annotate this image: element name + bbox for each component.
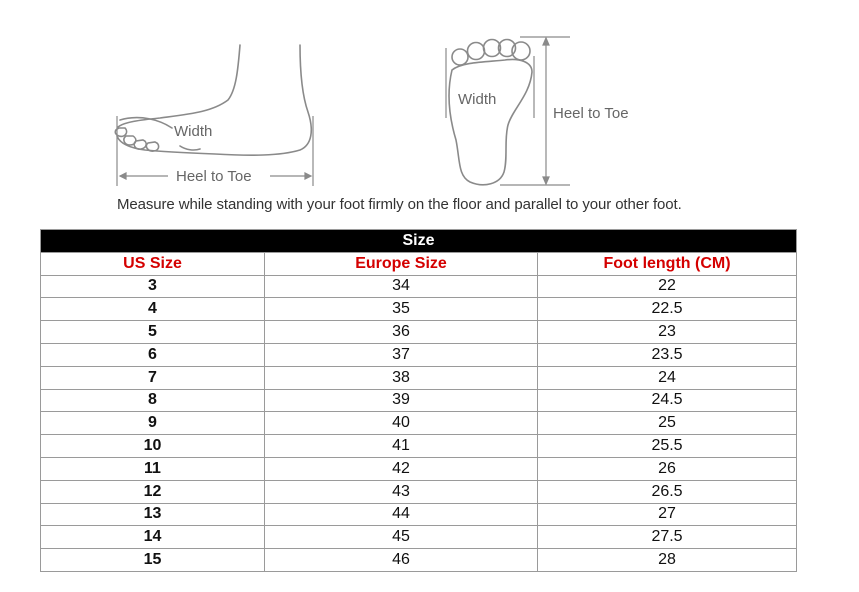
foot-length-cell: 24 [538, 366, 797, 389]
table-row [41, 526, 797, 549]
us-size-cell: 12 [41, 480, 265, 503]
us-size-cell: 7 [41, 366, 265, 389]
europe-size-cell: 44 [265, 503, 538, 526]
europe-size-cell: 41 [265, 435, 538, 458]
us-size-cell: 15 [41, 549, 265, 572]
foot-length-cell: 24.5 [538, 389, 797, 412]
foot-length-cell: 23.5 [538, 343, 797, 366]
table-row [41, 321, 797, 344]
europe-size-cell: 46 [265, 549, 538, 572]
size-chart-table [40, 229, 797, 572]
sole-width-label: Width [458, 91, 497, 108]
us-size-cell: 6 [41, 343, 265, 366]
foot-measurement-illustration [0, 0, 859, 226]
us-size-cell: 9 [41, 412, 265, 435]
table-row [41, 343, 797, 366]
table-row [41, 275, 797, 298]
foot-length-cell: 22.5 [538, 298, 797, 321]
foot-length-cell: 23 [538, 321, 797, 344]
foot-length-cell: 27.5 [538, 526, 797, 549]
us-size-cell: 8 [41, 389, 265, 412]
side-view-foot [115, 45, 311, 155]
europe-size-cell: 35 [265, 298, 538, 321]
europe-size-cell: 34 [265, 275, 538, 298]
table-title: Size [41, 230, 797, 253]
sole-length-label: Heel to Toe [553, 105, 629, 122]
table-row [41, 435, 797, 458]
table-row [41, 549, 797, 572]
europe-size-cell: 40 [265, 412, 538, 435]
side-length-label: Heel to Toe [176, 168, 252, 185]
table-header-row [41, 252, 797, 275]
table-row [41, 503, 797, 526]
table-row [41, 298, 797, 321]
us-size-cell: 4 [41, 298, 265, 321]
us-size-cell: 13 [41, 503, 265, 526]
foot-length-cell: 26.5 [538, 480, 797, 503]
us-size-cell: 5 [41, 321, 265, 344]
europe-size-cell: 43 [265, 480, 538, 503]
europe-size-cell: 38 [265, 366, 538, 389]
foot-length-cell: 28 [538, 549, 797, 572]
header-foot-length: Foot length (CM) [538, 252, 797, 275]
europe-size-cell: 39 [265, 389, 538, 412]
foot-length-cell: 26 [538, 457, 797, 480]
table-row [41, 412, 797, 435]
header-europe-size: Europe Size [265, 252, 538, 275]
table-title-row [41, 230, 797, 253]
foot-length-cell: 22 [538, 275, 797, 298]
foot-length-cell: 25 [538, 412, 797, 435]
sole-view-foot [449, 40, 532, 185]
europe-size-cell: 37 [265, 343, 538, 366]
us-size-cell: 11 [41, 457, 265, 480]
us-size-cell: 14 [41, 526, 265, 549]
europe-size-cell: 36 [265, 321, 538, 344]
us-size-cell: 3 [41, 275, 265, 298]
table-row [41, 480, 797, 503]
measurement-instruction: Measure while standing with your foot firmly on the floor and parallel to your other foot. [117, 196, 682, 213]
table-row [41, 389, 797, 412]
table-row [41, 366, 797, 389]
header-us-size: US Size [41, 252, 265, 275]
table-row [41, 457, 797, 480]
europe-size-cell: 45 [265, 526, 538, 549]
europe-size-cell: 42 [265, 457, 538, 480]
side-width-label: Width [174, 123, 213, 140]
us-size-cell: 10 [41, 435, 265, 458]
foot-length-cell: 25.5 [538, 435, 797, 458]
foot-length-cell: 27 [538, 503, 797, 526]
